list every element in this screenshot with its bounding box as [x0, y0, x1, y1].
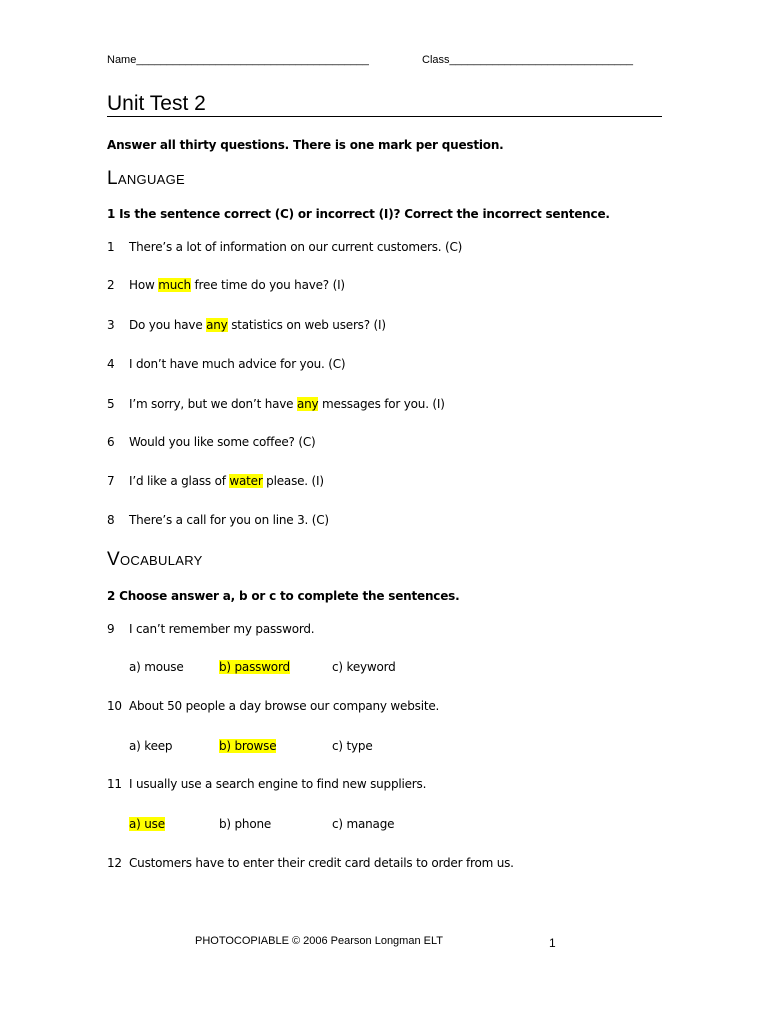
option-text: c) keyword — [332, 660, 396, 674]
question-text: Customers have to enter their credit card details to order from us. — [129, 856, 514, 870]
question-text: Do you have — [129, 318, 207, 332]
answer-option — [332, 739, 373, 753]
question-text: Would you like some coffee? (C) — [129, 435, 316, 449]
language-question-5 — [107, 397, 445, 411]
language-question-7 — [107, 474, 324, 488]
vocabulary-question-10 — [107, 699, 439, 713]
section-heading-vocabulary-cap: V — [107, 549, 120, 570]
answer-option — [219, 817, 271, 831]
highlighted-answer: b) password — [219, 660, 290, 674]
question-number: 10 — [107, 699, 122, 713]
section-heading-vocabulary-rest: OCABULARY — [119, 553, 203, 568]
question-text: I’d like a glass of — [129, 474, 230, 488]
highlighted-answer: much — [158, 278, 191, 292]
question-number: 4 — [107, 357, 115, 371]
question-text: please. (I) — [262, 474, 324, 488]
question-text: I’m sorry, but we don’t have — [129, 397, 297, 411]
section-heading-language-rest: ANGUAGE — [117, 172, 185, 187]
answer-option — [129, 739, 172, 753]
section-heading-language — [107, 168, 185, 190]
question-number: 12 — [107, 856, 122, 870]
page-number: 1 — [549, 936, 556, 950]
question-text: I don’t have much advice for you. (C) — [129, 357, 346, 371]
task-2-instruction: 2 Choose answer a, b or c to complete the sentences. — [107, 589, 460, 603]
question-text: About 50 people a day browse our company website. — [129, 699, 440, 713]
question-text: messages for you. (I) — [318, 397, 445, 411]
option-text: c) type — [332, 739, 373, 753]
page-title: Unit Test 2 — [107, 92, 206, 115]
title-underline — [107, 116, 662, 117]
question-number: 8 — [107, 513, 115, 527]
task-1-instruction: 1 Is the sentence correct (C) or incorrect (I)? Correct the incorrect sentence. — [107, 207, 610, 221]
option-text: c) manage — [332, 817, 395, 831]
language-question-4 — [107, 357, 345, 371]
name-field-label: Name______________________________________ — [107, 54, 369, 66]
section-heading-language-cap: L — [107, 168, 118, 189]
footer-copyright: PHOTOCOPIABLE © 2006 Pearson Longman ELT — [195, 935, 443, 947]
highlighted-answer: water — [229, 474, 263, 488]
question-text: How — [129, 278, 159, 292]
answer-option — [219, 739, 276, 753]
highlighted-answer: any — [296, 397, 319, 411]
question-number: 11 — [107, 777, 122, 791]
highlighted-answer: a) use — [129, 817, 165, 831]
question-text: I can’t remember my password. — [129, 622, 315, 636]
language-question-8 — [107, 513, 329, 527]
question-number: 9 — [107, 622, 115, 636]
vocabulary-question-12 — [107, 856, 514, 870]
question-number: 2 — [107, 278, 115, 292]
language-question-3 — [107, 318, 386, 332]
instructions: Answer all thirty questions. There is one mark per question. — [107, 138, 504, 152]
question-number: 1 — [107, 240, 115, 254]
option-text: a) keep — [129, 739, 173, 753]
question-number: 3 — [107, 318, 115, 332]
question-text: statistics on web users? (I) — [227, 318, 386, 332]
answer-option — [129, 660, 184, 674]
option-text: a) mouse — [129, 660, 184, 674]
question-text: There’s a call for you on line 3. (C) — [129, 513, 329, 527]
language-question-6 — [107, 435, 316, 449]
class-field-label: Class______________________________ — [422, 54, 634, 66]
question-number: 6 — [107, 435, 115, 449]
answer-option — [332, 660, 396, 674]
question-text: There’s a lot of information on our current customers. (C) — [129, 240, 463, 254]
highlighted-answer: b) browse — [219, 739, 277, 753]
section-heading-vocabulary — [107, 549, 203, 571]
question-text: I usually use a search engine to find new suppliers. — [129, 777, 427, 791]
question-number: 5 — [107, 397, 115, 411]
answer-option — [332, 817, 394, 831]
vocabulary-question-9 — [107, 622, 314, 636]
question-text: free time do you have? (I) — [190, 278, 345, 292]
highlighted-answer: any — [206, 318, 228, 332]
language-question-1 — [107, 240, 462, 254]
question-number: 7 — [107, 474, 115, 488]
language-question-2 — [107, 278, 345, 292]
option-text: b) phone — [219, 817, 272, 831]
vocabulary-question-11 — [107, 777, 426, 791]
answer-option — [129, 817, 165, 831]
answer-option — [219, 660, 290, 674]
